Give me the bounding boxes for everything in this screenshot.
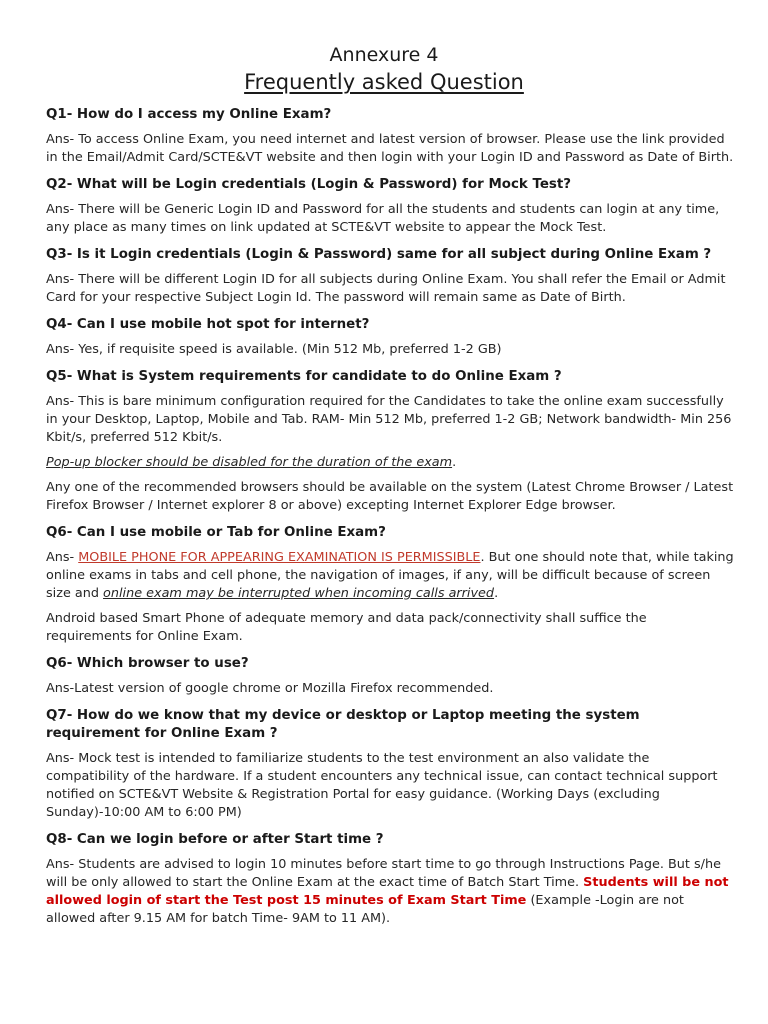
- answer-5-browsers: Any one of the recommended browsers should be available on the system (Latest Chrome Browser / Latest Firefox Browser / Internet explorer 8 or above) excepting Internet Explorer Edge browser.: [46, 480, 734, 513]
- answer-8-body: Ans- Students are advised to login 10 minutes before start time to go through Instructions Page. But s/he will be only allowed to start the Online Exam at the exact time of Batch Start Time.: [46, 857, 721, 890]
- interrupt-note: online exam may be interrupted when incoming calls arrived: [103, 586, 495, 601]
- login-restriction-note: Students will be not allowed login of start the Test post 15 minutes of Exam Start Time: [46, 875, 729, 908]
- question-5: Q5- What is System requirements for candidate to do Online Exam ?: [46, 369, 562, 384]
- answer-3: Ans- There will be different Login ID for all subjects during Online Exam. You shall refer the Email or Admit Card for your respective Subject Login Id. The password will remain same as Date of Birth.: [46, 272, 726, 305]
- answer-1: Ans- To access Online Exam, you need internet and latest version of browser. Please use the link provided in the Email/Admit Card/SCTE&VT website and then login with your Login ID and Password as Date of Birth.: [46, 132, 734, 165]
- question-6-browser: Q6- Which browser to use?: [46, 656, 249, 671]
- page-title-text: Frequently asked Question: [244, 70, 524, 94]
- question-8: Q8- Can we login before or after Start time ?: [46, 832, 384, 847]
- answer-6: [46, 549, 736, 603]
- answer-6-period: .: [494, 586, 499, 601]
- answer-4: Ans- Yes, if requisite speed is available. (Min 512 Mb, preferred 1-2 GB): [46, 342, 502, 357]
- question-2: Q2- What will be Login credentials (Login & Password) for Mock Test?: [46, 177, 572, 192]
- question-1: Q1- How do I access my Online Exam?: [46, 107, 332, 122]
- answer-6-prefix: Ans-: [46, 550, 79, 565]
- answer-7: Ans- Mock test is intended to familiarize students to the test environment an also validate the compatibility of the hardware. If a student encounters any technical issue, can contact technical support notified on SCTE&VT Website & Registration Portal for easy guidance. (Working Days (excluding Sunday)-10:00 AM to 6:00 PM): [46, 751, 718, 820]
- question-6: Q6- Can I use mobile or Tab for Online Exam?: [46, 525, 386, 540]
- page-title: [0, 69, 768, 95]
- answer-6-body: . But one should note that, while taking online exams in tabs and cell phone, the navigation of images, if any, will be difficult because of screen size and: [46, 550, 734, 601]
- answer-5: Ans- This is bare minimum configuration required for the Candidates to take the online exam successfully in your Desktop, Laptop, Mobile and Tab. RAM- Min 512 Mb, preferred 1-2 GB; Network bandwidth- Min 256 Kbit/s, preferred 512 Kbit/s.: [46, 394, 732, 445]
- mobile-permissible-note: MOBILE PHONE FOR APPEARING EXAMINATION IS PERMISSIBLE: [78, 550, 481, 565]
- annexure-label: Annexure 4: [329, 44, 439, 66]
- question-3: Q3- Is it Login credentials (Login & Password) same for all subject during Online Exam ?: [46, 247, 712, 262]
- popup-note-period: .: [452, 455, 457, 470]
- answer-8: [46, 856, 736, 928]
- answer-8-example: (Example -Login are not allowed after 9.15 AM for batch Time- 9AM to 11 AM).: [46, 893, 684, 926]
- answer-6-browser: Ans-Latest version of google chrome or Mozilla Firefox recommended.: [46, 681, 494, 696]
- answer-6-android: Android based Smart Phone of adequate memory and data pack/connectivity shall suffice the requirements for Online Exam.: [46, 611, 647, 644]
- question-4: Q4- Can I use mobile hot spot for internet?: [46, 317, 370, 332]
- question-7: Q7- How do we know that my device or desktop or Laptop meeting the system requirement for Online Exam ?: [46, 708, 640, 741]
- answer-2: Ans- There will be Generic Login ID and Password for all the students and students can login at any time, any place as many times on link updated at SCTE&VT website to appear the Mock Test.: [46, 202, 720, 235]
- faq-list: [46, 106, 736, 928]
- popup-blocker-note: Pop-up blocker should be disabled for the duration of the exam: [46, 455, 453, 470]
- answer-5-popup-note: [46, 454, 736, 472]
